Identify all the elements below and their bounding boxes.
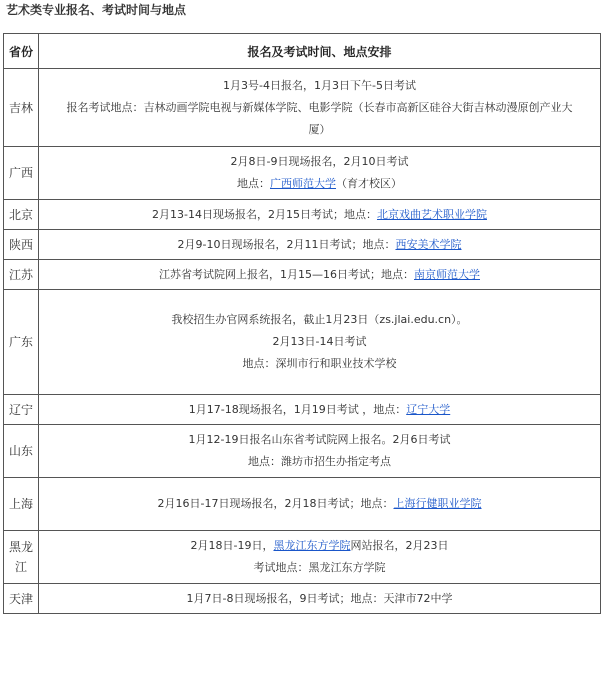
table-row: [4, 69, 601, 147]
schedule-line: [39, 429, 600, 451]
table-header-row: [4, 34, 601, 69]
venue-link[interactable]: 北京戏曲艺术职业学院: [376, 207, 487, 221]
province-cell: 辽宁: [4, 395, 39, 425]
schedule-text: 1月3号-4日报名，1月3日下午-5日考试: [223, 78, 416, 92]
schedule-text: 1月17-18现场报名，1月19日考试 ，地点：: [188, 402, 407, 416]
schedule-cell: [39, 584, 601, 614]
province-cell: 江苏: [4, 260, 39, 290]
table-row: [4, 260, 601, 290]
table-row: [4, 147, 601, 200]
schedule-line: [39, 399, 600, 421]
schedule-text: 1月12-19日报名山东省考试院网上报名。2月6日考试: [188, 433, 451, 446]
schedule-line: [39, 451, 600, 473]
province-cell: 广西: [4, 147, 39, 200]
venue-link[interactable]: 黑龙江东方学院: [273, 539, 351, 552]
schedule-text: 江苏省考试院网上报名，1月15—16日考试；地点：: [159, 267, 414, 281]
table-row: [4, 395, 601, 425]
schedule-text: 厦）: [308, 122, 331, 136]
schedule-text: 地点：潍坊市招生办指定考点: [248, 455, 391, 468]
venue-link[interactable]: 上海行健职业学院: [393, 497, 482, 510]
schedule-text: 报名考试地点：吉林动画学院电视与新媒体学院、电影学院（长春市高新区硅谷大街吉林动漫原创产业大: [66, 100, 573, 114]
venue-link[interactable]: 西安美术学院: [395, 237, 462, 251]
table-row: [4, 478, 601, 531]
table-row: [4, 290, 601, 395]
schedule-cell: [39, 69, 601, 147]
schedule-line: [39, 119, 600, 141]
schedule-text: 我校招生办官网系统报名，截止1月23日（zs.jlai.edu.cn）。: [171, 313, 468, 326]
schedule-text: （育才校区）: [336, 177, 402, 190]
schedule-line: [39, 588, 600, 610]
schedule-cell: [39, 290, 601, 395]
schedule-text: 1月7日-8日现场报名，9日考试；地点：天津市72中学: [186, 591, 453, 605]
schedule-line: [39, 75, 600, 97]
schedule-line: [39, 309, 600, 331]
venue-link[interactable]: 广西师范大学: [270, 177, 336, 190]
province-cell: 广东: [4, 290, 39, 395]
province-cell: 黑龙江: [4, 531, 39, 584]
schedule-cell: [39, 147, 601, 200]
province-cell: 山东: [4, 425, 39, 478]
schedule-text: 考试地点：黑龙江东方学院: [253, 561, 386, 574]
schedule-line: [39, 353, 600, 375]
schedule-text: 2月13日-14日考试: [272, 335, 367, 348]
schedule-cell: [39, 425, 601, 478]
schedule-table: [3, 33, 601, 614]
province-cell: 天津: [4, 584, 39, 614]
schedule-text: 2月8日-9日现场报名，2月10日考试: [230, 155, 409, 168]
province-cell: 上海: [4, 478, 39, 531]
schedule-text: 网站报名，2月23日: [350, 539, 449, 552]
page-title: 艺术类专业报名、考试时间与地点: [6, 3, 187, 17]
schedule-text: 地点：深圳市行和职业技术学校: [242, 357, 397, 370]
schedule-cell: [39, 260, 601, 290]
schedule-cell: [39, 395, 601, 425]
schedule-text: 2月9-10日现场报名，2月11日考试；地点：: [177, 237, 396, 251]
schedule-text: 2月18日-19日，: [190, 539, 274, 552]
table-row: [4, 531, 601, 584]
schedule-text: 2月13-14日现场报名，2月15日考试；地点：: [152, 207, 377, 221]
schedule-line: [39, 234, 600, 256]
schedule-cell: [39, 478, 601, 531]
schedule-line: [39, 493, 600, 515]
schedule-line: [39, 173, 600, 195]
schedule-line: [39, 557, 600, 579]
province-cell: 陕西: [4, 230, 39, 260]
header-province: 省份: [4, 34, 39, 69]
schedule-line: [39, 204, 600, 226]
province-cell: 吉林: [4, 69, 39, 147]
table-row: [4, 584, 601, 614]
table-body: [4, 69, 601, 614]
province-cell: 北京: [4, 200, 39, 230]
venue-link[interactable]: 辽宁大学: [406, 402, 451, 416]
table-row: [4, 200, 601, 230]
schedule-cell: [39, 200, 601, 230]
schedule-line: [39, 264, 600, 286]
schedule-cell: [39, 531, 601, 584]
schedule-line: [39, 97, 600, 119]
schedule-line: [39, 535, 600, 557]
schedule-text: 地点：: [237, 177, 270, 190]
schedule-line: [39, 151, 600, 173]
venue-link[interactable]: 南京师范大学: [414, 267, 480, 281]
table-row: [4, 425, 601, 478]
table-row: [4, 230, 601, 260]
schedule-text: 2月16日-17日现场报名，2月18日考试；地点：: [157, 497, 394, 510]
schedule-cell: [39, 230, 601, 260]
schedule-line: [39, 331, 600, 353]
header-schedule: 报名及考试时间、地点安排: [39, 34, 601, 69]
